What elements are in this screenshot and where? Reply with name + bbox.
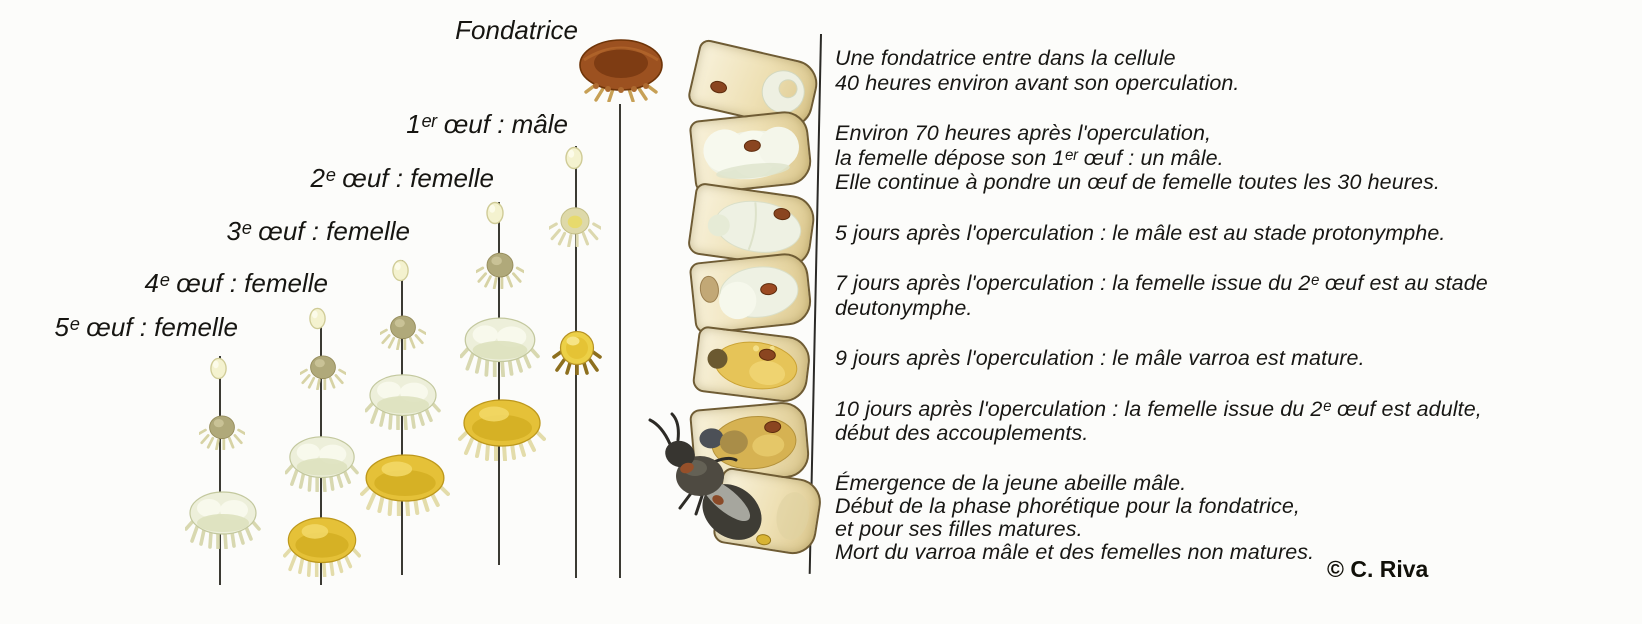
adult-female-shape [458,395,546,461]
deutonymph-shape [285,432,359,492]
text-line: Environ 70 heures après l'operculation, [835,121,1212,145]
stage-adult-male [552,327,602,375]
paragraph-2 [835,121,1605,195]
protonymph-shape [199,410,245,450]
text-line: 5 jours après l'operculation : le mâle est au stade protonymphe. [835,220,1446,245]
stage-deutonymph [185,487,261,549]
egg-shape [209,356,228,380]
egg-label-3e-oeuf: 3ᵉ œuf : femelle [226,216,410,246]
stage-egg [209,356,228,380]
egg-shape [391,258,410,282]
stage-egg [308,306,327,330]
bee-shape [640,412,775,552]
bee-illustration [640,412,775,552]
stage-protonymph-pale [549,201,601,247]
text-line: et pour ses filles matures. [835,516,1083,541]
egg-shape [485,200,505,225]
protonymph-shape [300,350,346,390]
text-line: Début de la phase phorétique pour la fondatrice, [835,493,1300,518]
deutonymph-shape [185,487,261,549]
text-line: 9 jours après l'operculation : le mâle varroa est mature. [835,346,1365,370]
stage-protonymph [300,350,346,390]
egg-label-5e-oeuf: 5ᵉ œuf : femelle [54,312,238,342]
egg-label-4e-oeuf: 4ᵉ œuf : femelle [144,268,328,298]
text-line: début des accouplements. [835,421,1089,445]
egg-label-1er-oeuf: 1ᵉʳ œuf : mâle [406,109,568,139]
paragraph-3 [835,221,1605,246]
protonymph-male-shape [549,201,601,247]
paragraph-1 [835,46,1605,95]
protonymph-shape [476,247,524,289]
brood-cell-5 [691,325,812,404]
stage-egg [564,145,584,170]
text-line: 10 jours après l'operculation : la femelle issue du 2ᵉ œuf est adulte, [835,396,1482,421]
stem-line-5e-oeuf [219,356,221,585]
stage-deutonymph [285,432,359,492]
egg-label-fondatrice: Fondatrice [455,15,578,45]
paragraph-4 [835,271,1605,320]
egg-shape [564,145,584,170]
stage-egg [485,200,505,225]
larva-large-shape [691,111,812,193]
text-panel [835,46,1605,590]
paragraph-7 [835,472,1605,564]
deutonymph-shape [460,313,540,377]
fondatrice-shape [576,38,666,102]
stage-adult-female [360,450,450,516]
brood-cell-2 [688,109,813,195]
credit: © C. Riva [1327,556,1429,582]
stage-protonymph [380,310,426,350]
stage-protonymph [476,247,524,289]
text-line: 40 heures environ avant son operculation. [835,70,1240,95]
deutonymph-shape [365,370,441,430]
paragraph-5 [835,346,1605,371]
text-line: Mort du varroa mâle et des femelles non matures. [835,539,1315,564]
stage-protonymph [199,410,245,450]
pupa-white-cocoon-shape [691,253,811,333]
text-line: Une fondatrice entre dans la cellule [835,46,1176,70]
stage-deutonymph [460,313,540,377]
stage-egg [391,258,410,282]
text-line: deutonymphe. [835,295,973,320]
text-line: 7 jours après l'operculation : la femelle issue du 2ᵉ œuf est au stade [835,271,1488,295]
stage-deutonymph [365,370,441,430]
brood-cell-4 [689,251,814,335]
stage-fondatrice [576,38,666,102]
stem-line-fondatrice [619,104,621,578]
stage-adult-female [283,513,361,577]
stage-adult-female [458,395,546,461]
text-line: Émergence de la jeune abeille mâle. [835,470,1187,495]
text-line: Elle continue à pondre un œuf de femelle toutes les 30 heures. [835,170,1440,194]
text-line: la femelle dépose son 1ᵉʳ œuf : un mâle. [835,145,1224,170]
egg-shape [308,306,327,330]
egg-label-2e-oeuf: 2ᵉ œuf : femelle [310,163,494,193]
protonymph-shape [380,310,426,350]
adult-male-shape [552,327,602,375]
adult-female-shape [283,513,361,577]
pupa-yellow-shape [694,328,811,403]
adult-female-shape [360,450,450,516]
paragraph-6 [835,397,1605,446]
